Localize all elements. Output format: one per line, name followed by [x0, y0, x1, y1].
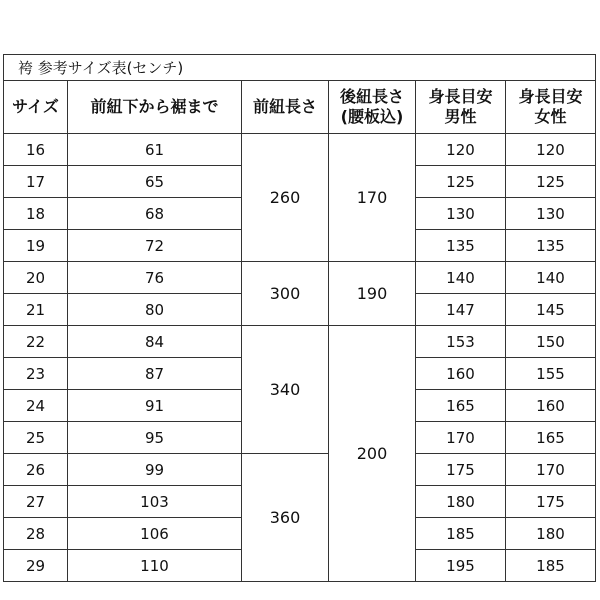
cell-size: 27	[4, 486, 68, 518]
cell-front-length: 99	[68, 454, 242, 486]
cell-size: 26	[4, 454, 68, 486]
cell-height-female: 170	[506, 454, 596, 486]
header-height-female-line1: 身長目安	[518, 87, 583, 106]
cell-back-tie: 170	[329, 134, 416, 262]
cell-front-length: 87	[68, 358, 242, 390]
cell-size: 24	[4, 390, 68, 422]
cell-height-male: 185	[416, 518, 506, 550]
table-row	[4, 134, 596, 166]
cell-front-length: 72	[68, 230, 242, 262]
header-height-male-line1: 身長目安	[428, 87, 493, 106]
header-back-tie-line1: 後紐長さ	[339, 87, 404, 106]
header-size: サイズ	[4, 81, 68, 134]
cell-height-male: 160	[416, 358, 506, 390]
cell-height-male: 165	[416, 390, 506, 422]
cell-front-length: 68	[68, 198, 242, 230]
cell-front-length: 95	[68, 422, 242, 454]
cell-height-female: 175	[506, 486, 596, 518]
cell-front-length: 110	[68, 550, 242, 582]
cell-height-female: 135	[506, 230, 596, 262]
cell-height-male: 125	[416, 166, 506, 198]
cell-height-male: 147	[416, 294, 506, 326]
cell-back-tie: 190	[329, 262, 416, 326]
cell-size: 29	[4, 550, 68, 582]
table-row	[4, 454, 596, 486]
cell-front-length: 65	[68, 166, 242, 198]
title-row	[4, 55, 596, 81]
cell-height-female: 185	[506, 550, 596, 582]
cell-size: 21	[4, 294, 68, 326]
size-table	[3, 54, 596, 582]
cell-size: 20	[4, 262, 68, 294]
table-row	[4, 262, 596, 294]
cell-height-female: 155	[506, 358, 596, 390]
header-back-tie	[329, 81, 416, 134]
cell-front-length: 103	[68, 486, 242, 518]
cell-height-male: 135	[416, 230, 506, 262]
cell-height-female: 160	[506, 390, 596, 422]
cell-height-male: 170	[416, 422, 506, 454]
cell-size: 19	[4, 230, 68, 262]
header-front-length: 前紐下から裾まで	[68, 81, 242, 134]
cell-front-length: 91	[68, 390, 242, 422]
size-table-body	[4, 55, 596, 582]
table-title: 袴 参考サイズ表(センチ)	[4, 55, 596, 81]
cell-size: 18	[4, 198, 68, 230]
cell-size: 25	[4, 422, 68, 454]
cell-height-male: 195	[416, 550, 506, 582]
header-height-male	[416, 81, 506, 134]
cell-front-tie: 340	[242, 326, 329, 454]
header-height-male-line2: 男性	[444, 107, 477, 126]
cell-front-tie: 300	[242, 262, 329, 326]
cell-size: 17	[4, 166, 68, 198]
cell-height-male: 140	[416, 262, 506, 294]
header-height-female-line2: 女性	[534, 107, 567, 126]
cell-height-male: 153	[416, 326, 506, 358]
cell-height-male: 130	[416, 198, 506, 230]
cell-front-length: 61	[68, 134, 242, 166]
cell-height-female: 125	[506, 166, 596, 198]
header-row	[4, 81, 596, 134]
cell-height-female: 140	[506, 262, 596, 294]
cell-size: 28	[4, 518, 68, 550]
cell-height-female: 180	[506, 518, 596, 550]
cell-size: 16	[4, 134, 68, 166]
cell-front-tie: 360	[242, 454, 329, 582]
cell-front-length: 84	[68, 326, 242, 358]
cell-height-male: 120	[416, 134, 506, 166]
cell-height-female: 150	[506, 326, 596, 358]
cell-front-tie: 260	[242, 134, 329, 262]
cell-height-female: 165	[506, 422, 596, 454]
cell-height-female: 130	[506, 198, 596, 230]
cell-size: 23	[4, 358, 68, 390]
cell-front-length: 106	[68, 518, 242, 550]
cell-size: 22	[4, 326, 68, 358]
header-front-tie: 前紐長さ	[242, 81, 329, 134]
table-row	[4, 326, 596, 358]
cell-back-tie: 200	[329, 326, 416, 582]
cell-height-female: 145	[506, 294, 596, 326]
cell-front-length: 80	[68, 294, 242, 326]
cell-height-male: 175	[416, 454, 506, 486]
header-height-female	[506, 81, 596, 134]
cell-height-male: 180	[416, 486, 506, 518]
cell-front-length: 76	[68, 262, 242, 294]
header-back-tie-line2: (腰板込)	[340, 107, 404, 126]
cell-height-female: 120	[506, 134, 596, 166]
